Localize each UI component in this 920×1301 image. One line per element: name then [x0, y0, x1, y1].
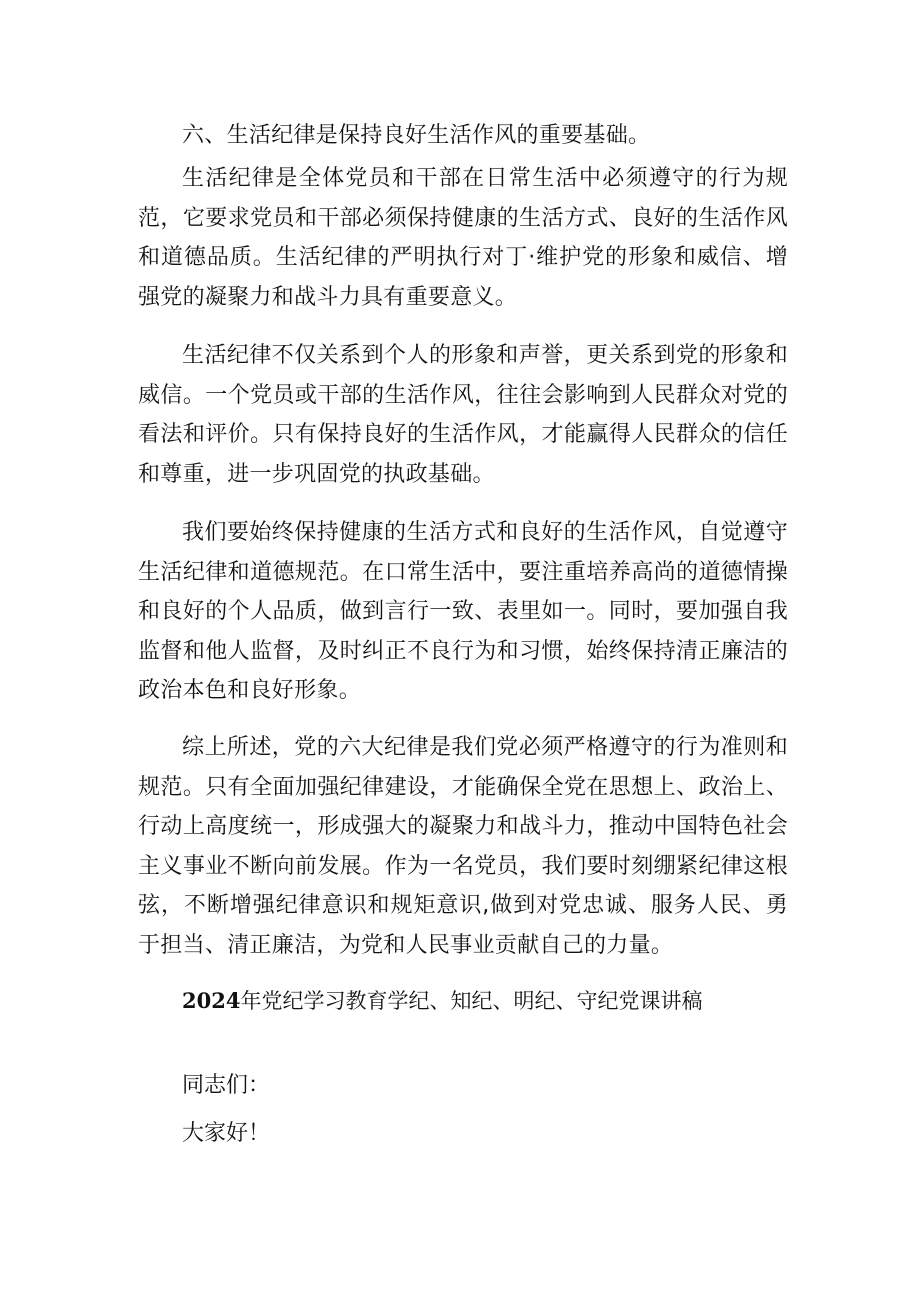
section-heading: 六、生活纪律是保持良好生活作风的重要基础。 [182, 123, 651, 148]
body-paragraph-3: 我们要始终保持健康的生活方式和良好的生活作风，自觉遵守生活纪律和道德规范。在口常生活中，要注重培养高尚的道德情操和良好的个人品质，做到言行一致、表里如一。同时，要加强自我监督和他人监督，及时纠正不良行为和习惯，始终保持清正廉洁的政治本色和良好形象。 [138, 520, 788, 703]
body-paragraph-2: 生活纪律不仅关系到个人的形象和声誉，更关系到党的形象和威信。一个党员或干部的生活作风，往往会影响到人民群众对党的看法和评价。只有保持良好的生活作风，才能赢得人民群众的信任和尊重，进一步巩固党的执政基础。 [138, 343, 788, 487]
body-paragraph-1: 生活纪律是全体党员和干部在日常生活中必须遵守的行为规范，它要求党员和干部必须保持健康的生活方式、良好的生活作风和道德品质。生活纪律的严明执行对丁·维护党的形象和威信、增强党的凝聚力和战斗力具有重要意义。 [138, 166, 788, 310]
greeting: 大家好！ [182, 1121, 271, 1146]
body-paragraph-4: 综上所述，党的六大纪律是我们党必须严格遵守的行为准则和规范。只有全面加强纪律建设，才能确保全党在思想上、政治上、行动上高度统一，形成强大的凝聚力和战斗力，推动中国特色社会主义事业不断向前发展。作为一名党员，我们要时刻绷紧纪律这根弦，不断增强纪律意识和规矩意识,做到对党忠诚、服务人民、勇于担当、清正廉洁，为党和人民事业贡献自己的力量。 [138, 735, 788, 958]
salutation: 同志们： [182, 1073, 271, 1098]
speech-title-text: 年党纪学习教育学纪、知纪、明纪、守纪党课讲稿 [240, 989, 703, 1013]
speech-title [182, 981, 702, 1021]
speech-title-year: 2024 [182, 988, 241, 1013]
